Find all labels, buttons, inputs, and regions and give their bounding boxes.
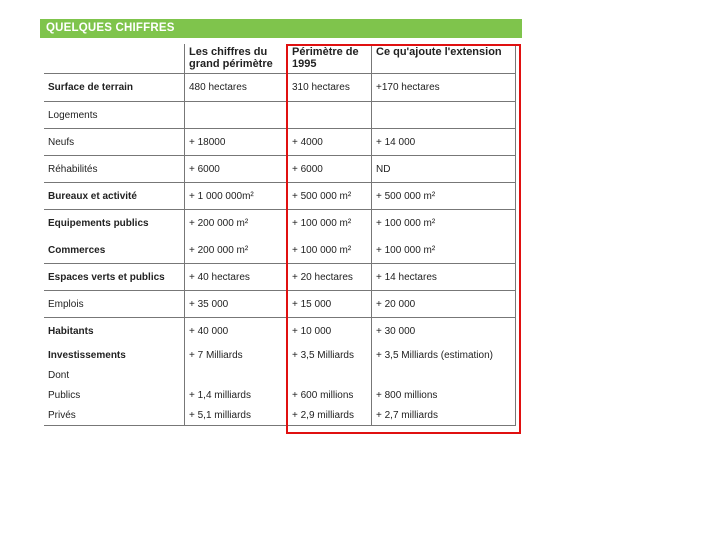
row-value: + 20 hectares — [288, 264, 372, 290]
row-value — [288, 365, 372, 385]
row-value: +170 hectares — [372, 74, 516, 101]
row-value: + 600 millions — [288, 385, 372, 405]
row-value — [185, 102, 288, 128]
table-row — [44, 318, 516, 345]
row-value — [288, 102, 372, 128]
row-value: + 40 000 — [185, 318, 288, 345]
row-value: + 10 000 — [288, 318, 372, 345]
figures-table — [44, 44, 516, 426]
row-value: + 40 hectares — [185, 264, 288, 290]
table-row — [44, 237, 516, 264]
row-value: + 4000 — [288, 129, 372, 155]
row-value: + 6000 — [185, 156, 288, 182]
table-row — [44, 291, 516, 318]
row-value: + 30 000 — [372, 318, 516, 345]
row-label: Logements — [44, 102, 185, 128]
row-label: Investissements — [44, 345, 185, 365]
row-value: 310 hectares — [288, 74, 372, 101]
row-value: 480 hectares — [185, 74, 288, 101]
row-value: + 800 millions — [372, 385, 516, 405]
table-row — [44, 405, 516, 426]
table-header-row — [44, 44, 516, 74]
row-label: Bureaux et activité — [44, 183, 185, 209]
row-label: Publics — [44, 385, 185, 405]
table-row — [44, 365, 516, 385]
row-value: + 200 000 m² — [185, 210, 288, 237]
row-label: Espaces verts et publics — [44, 264, 185, 290]
header-grand-perimetre: Les chiffres du grand périmètre — [185, 44, 288, 73]
row-value — [372, 102, 516, 128]
row-value: + 3,5 Milliards (estimation) — [372, 345, 516, 365]
table-row — [44, 129, 516, 156]
header-extension: Ce qu'ajoute l'extension — [372, 44, 516, 73]
row-value: + 18000 — [185, 129, 288, 155]
row-value: ND — [372, 156, 516, 182]
table-row — [44, 264, 516, 291]
row-value: + 6000 — [288, 156, 372, 182]
row-value: + 14 hectares — [372, 264, 516, 290]
row-value: + 100 000 m² — [372, 237, 516, 263]
row-value: + 200 000 m² — [185, 237, 288, 263]
row-value: + 3,5 Milliards — [288, 345, 372, 365]
row-label: Habitants — [44, 318, 185, 345]
row-label: Emplois — [44, 291, 185, 317]
section-title: QUELQUES CHIFFRES — [40, 19, 522, 38]
row-label: Equipements publics — [44, 210, 185, 237]
row-value: + 14 000 — [372, 129, 516, 155]
row-value: + 500 000 m² — [372, 183, 516, 209]
row-value: + 1,4 milliards — [185, 385, 288, 405]
table-row — [44, 74, 516, 102]
row-value: + 20 000 — [372, 291, 516, 317]
row-label: Privés — [44, 405, 185, 425]
row-value: + 35 000 — [185, 291, 288, 317]
row-value: + 1 000 000m² — [185, 183, 288, 209]
row-value: + 2,7 milliards — [372, 405, 516, 425]
row-value: + 100 000 m² — [288, 210, 372, 237]
row-value — [185, 365, 288, 385]
row-label: Surface de terrain — [44, 74, 185, 101]
row-value: + 500 000 m² — [288, 183, 372, 209]
table-row — [44, 385, 516, 405]
table-row — [44, 102, 516, 129]
row-value: + 100 000 m² — [288, 237, 372, 263]
table-row — [44, 183, 516, 210]
row-value: + 15 000 — [288, 291, 372, 317]
row-value: + 7 Milliards — [185, 345, 288, 365]
row-value — [372, 365, 516, 385]
row-label: Réhabilités — [44, 156, 185, 182]
row-label: Neufs — [44, 129, 185, 155]
table-body — [44, 74, 516, 426]
row-label: Dont — [44, 365, 185, 385]
table-row — [44, 210, 516, 237]
row-value: + 2,9 milliards — [288, 405, 372, 425]
row-value: + 5,1 milliards — [185, 405, 288, 425]
table-row — [44, 156, 516, 183]
row-value: + 100 000 m² — [372, 210, 516, 237]
table-row — [44, 345, 516, 365]
header-perimetre-1995: Périmètre de 1995 — [288, 44, 372, 73]
header-cell-empty — [44, 44, 185, 73]
row-label: Commerces — [44, 237, 185, 263]
